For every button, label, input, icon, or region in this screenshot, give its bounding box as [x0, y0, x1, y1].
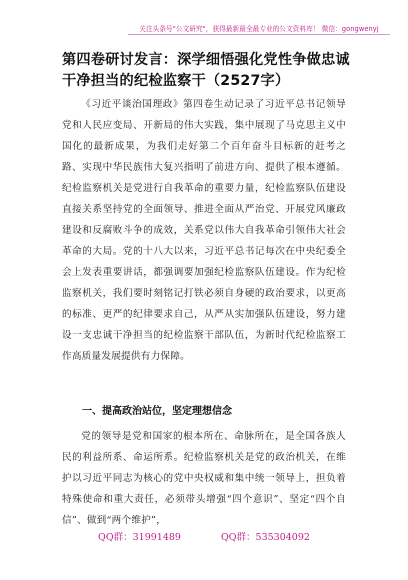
- footer: [0, 531, 408, 545]
- header-banner: [128, 20, 390, 35]
- header-banner-text: 关注头条号"公文研究"，获得最新最全最专业的公文资料库！ 微信：gongwenyj: [139, 25, 379, 33]
- document-title: 第四卷研讨发言：深学细悟强化党性争做忠诚干净担当的纪检监察干（2527字）: [62, 52, 350, 89]
- section-1-body: [62, 426, 346, 531]
- section-1-heading: 一、提高政治站位，坚定理想信念: [82, 406, 232, 417]
- intro-paragraph: 《习近平谈治国理政》第四卷生动记录了习近平总书记领导党和人民应变局、开新局的伟大实践，集中展现了马克思主义中国化的最新成果，为我们走好第二个百年奋斗目标新的赶考之路、实现中华民族伟大复兴指明了前进方向、提供了根本遵循。纪检监察机关是党进行自我革命的重要力量，纪检监察队伍建设直接关系坚持党的全面领导、推进全面从严治党、开展党风廉政建设和反腐败斗争的成效，关系党以伟大自我革命引领伟大社会革命的大局。党的十八大以来，习近平总书记每次在中央纪委全会上发表重要讲话，都强调要加强纪检监察队伍建设。作为纪检监察机关，我们要时刻铭记打铁必须自身硬的政治要求，以更高的标准、更严的纪律要求自己，从严从实加强队伍建设，努力建设一支忠诚干净担当的纪检监察干部队伍，为新时代纪检监察工作高质量发展提供有力保障。: [62, 99, 346, 362]
- footer-qq-group-2: QQ群：535304092: [220, 532, 310, 543]
- section-1-paragraph: 党的领导是党和国家的根本所在、命脉所在，是全国各族人民的利益所系、命运所系。纪检监察机关是党的政治机关，在维护以习近平同志为核心的党中央权威和集中统一领导上，担负着特殊使命和重大责任，必须带头增强“四个意识”、坚定“四个自信”、做到“两个维护”，: [62, 431, 346, 526]
- footer-qq-group-1: QQ群：31991489: [98, 532, 181, 543]
- intro-section: [62, 94, 346, 367]
